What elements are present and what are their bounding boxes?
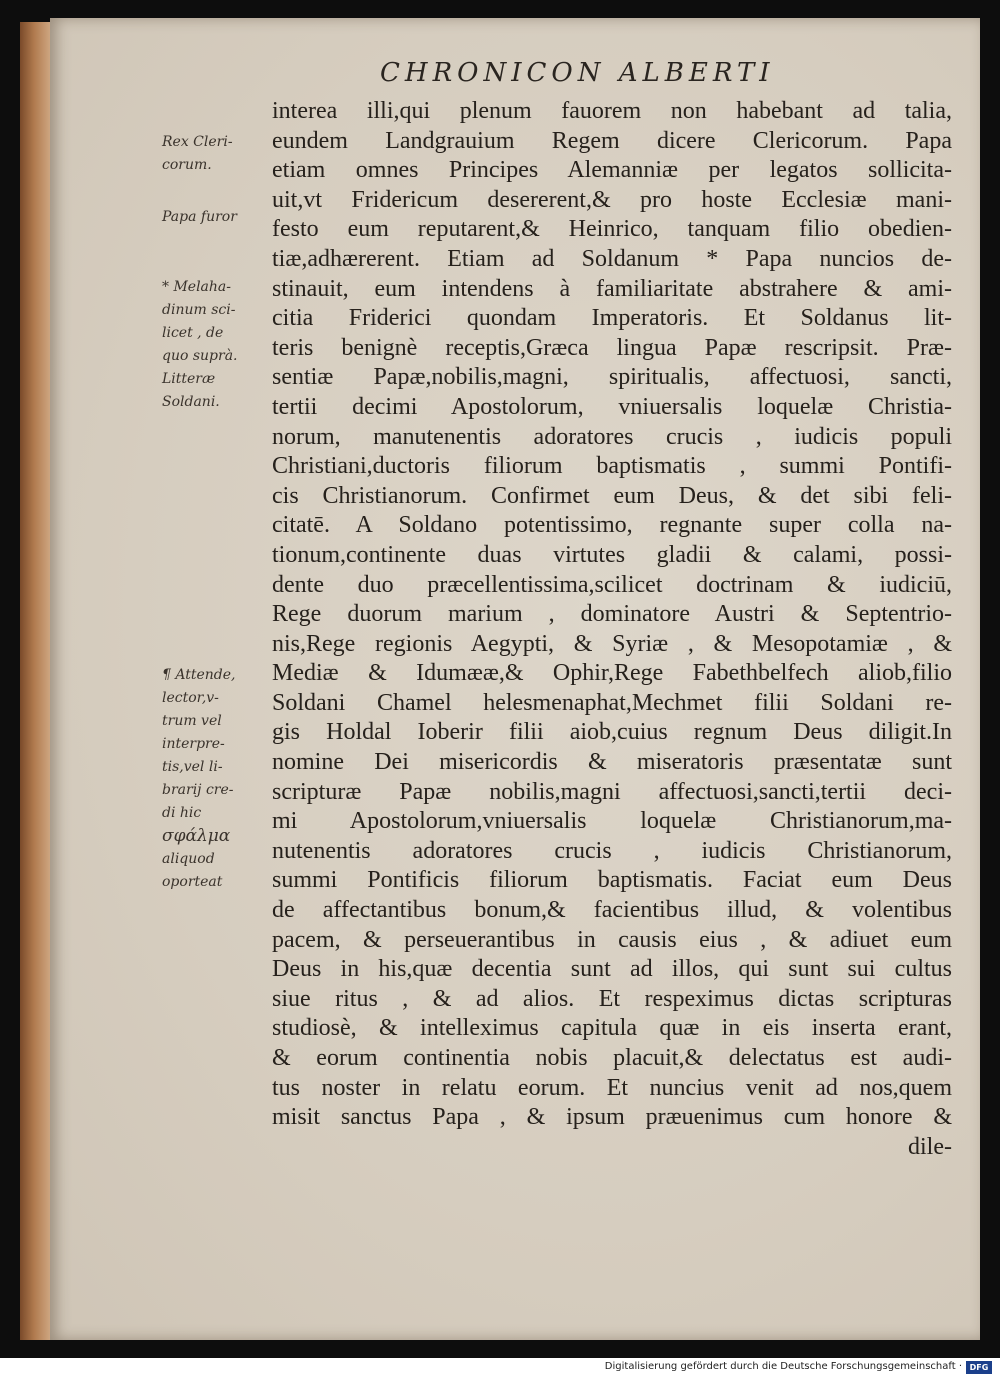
text-line: Rege duorum marium , dominatore Austri & Septentrio-	[272, 601, 952, 628]
text-line: citia Friderici quondam Imperatoris. Et Soldanus lit-	[272, 305, 952, 332]
text-line: cis Christianorum. Confirmet eum Deus, & det sibi feli-	[272, 482, 952, 509]
margin-note-line: tis,vel li-	[162, 759, 223, 775]
text-line: tus noster in relatu eorum. Et nuncius venit ad nos,quem	[272, 1074, 952, 1101]
dfg-logo-icon: DFG	[966, 1361, 992, 1374]
text-line: misit sanctus Papa , & ipsum præuenimus cum honore &	[272, 1104, 952, 1131]
text-line: mi Apostolorum,vniuersalis loquelæ Christianorum,ma-	[272, 808, 952, 835]
margin-note-papa-furor	[162, 206, 268, 229]
text-line: interea illi,qui plenum fauorem non habebant ad talia,	[272, 98, 952, 124]
text-line: scripturæ Papæ nobilis,magni affectuosi,sancti,tertii deci-	[272, 778, 952, 805]
margin-note-line: ¶ Attende,	[162, 667, 236, 683]
text-line: stinauit, eum intendens à familiaritate abstrahere & ami-	[272, 275, 952, 302]
text-line: Soldani Chamel helesmenaphat,Mechmet filii Soldani re-	[272, 689, 952, 716]
footer-bar	[0, 1358, 1000, 1378]
margin-note-line: quo suprà.	[162, 348, 238, 364]
text-line: citatē. A Soldano potentissimo, regnante super colla na-	[272, 512, 952, 539]
margin-note-line: * Melaha-	[162, 279, 231, 295]
text-line: dente duo præcellentissima,scilicet doctrinam & iudiciū,	[272, 571, 952, 598]
text-line: & eorum continentia nobis placuit,& delectatus est audi-	[272, 1045, 952, 1071]
margin-note-line: corum.	[162, 157, 212, 173]
text-line: nutenentis adoratores crucis , iudicis Christianorum,	[272, 837, 952, 864]
margin-note-line: σφάλμα	[162, 826, 231, 846]
text-line: tionum,continente duas virtutes gladii & calami, possi-	[272, 541, 952, 568]
text-line: tiæ,adhærerent. Etiam ad Soldanum * Papa nuncios de-	[272, 245, 952, 272]
margin-note-line: aliquod	[162, 851, 215, 867]
text-line: Deus in his,quæ decentia sunt ad illos, qui sunt sui cultus	[272, 956, 952, 983]
margin-note-line: trum vel	[162, 713, 222, 729]
margin-note-line: Papa furor	[162, 209, 237, 225]
margin-note-line: brarij cre-	[162, 782, 234, 798]
text-line: gis Holdal Ioberir filii aiob,cuius regnum Deus diligit.In	[272, 719, 952, 746]
margin-note-line: dinum sci-	[162, 302, 236, 318]
margin-note-line: licet , de	[162, 325, 224, 341]
text-line: eundem Landgrauium Regem dicere Clericorum. Papa	[272, 127, 952, 154]
margin-note-melahadinum	[162, 276, 268, 414]
text-line: de affectantibus bonum,& facientibus illud, & volentibus	[272, 897, 952, 924]
text-line: Christiani,ductoris filiorum baptismatis , summi Pontifi-	[272, 453, 952, 480]
text-line: festo eum reputarent,& Heinrico, tanquam filio obedien-	[272, 216, 952, 243]
footer-credit: Digitalisierung gefördert durch die Deutsche Forschungsgemeinschaft ·	[604, 1361, 962, 1372]
text-line: siue ritus , & ad alios. Et respeximus dictas scripturas	[272, 985, 952, 1012]
margin-note-rex-clericorum	[162, 131, 268, 177]
text-line: uit,vt Fridericum desererent,& pro hoste Ecclesiæ mani-	[272, 186, 952, 213]
text-line: summi Pontificis filiorum baptismatis. Faciat eum Deus	[272, 867, 952, 894]
text-line: nis,Rege regionis Aegypti, & Syriæ , & Mesopotamiæ , &	[272, 630, 952, 657]
margin-note-line: di hic	[162, 805, 202, 821]
margin-note-attende-lector	[162, 664, 268, 894]
catchword: dile-	[908, 1133, 952, 1160]
text-line: tertii decimi Apostolorum, vniuersalis loquelæ Christia-	[272, 393, 952, 420]
margin-note-line: interpre-	[162, 736, 225, 752]
margin-note-line: Rex Cleri-	[162, 134, 233, 150]
text-line: sentiæ Papæ,nobilis,magni, spiritualis, affectuosi, sancti,	[272, 364, 952, 391]
text-line: etiam omnes Principes Alemanniæ per legatos sollicita-	[272, 157, 952, 184]
text-line: nomine Dei misericordis & miseratoris præsentatæ sunt	[272, 749, 952, 776]
text-line: pacem, & perseuerantibus in causis eius , & adiuet eum	[272, 926, 952, 953]
text-line: Mediæ & Idumææ,& Ophir,Rege Fabethbelfech aliob,filio	[272, 660, 952, 687]
margin-note-line: oporteat	[162, 874, 223, 890]
text-line: norum, manutenentis adoratores crucis , iudicis populi	[272, 423, 952, 450]
margin-note-line: Soldani.	[162, 394, 220, 410]
text-line: studiosè, & intelleximus capitula quæ in eis inserta erant,	[272, 1015, 952, 1042]
margin-note-line: Litteræ	[162, 371, 216, 387]
text-line: teris benignè receptis,Græca lingua Papæ rescripsit. Præ-	[272, 334, 952, 361]
margin-note-line: lector,v-	[162, 690, 219, 706]
body-text	[272, 97, 952, 1162]
running-title: CHRONICON ALBERTI	[380, 58, 775, 88]
